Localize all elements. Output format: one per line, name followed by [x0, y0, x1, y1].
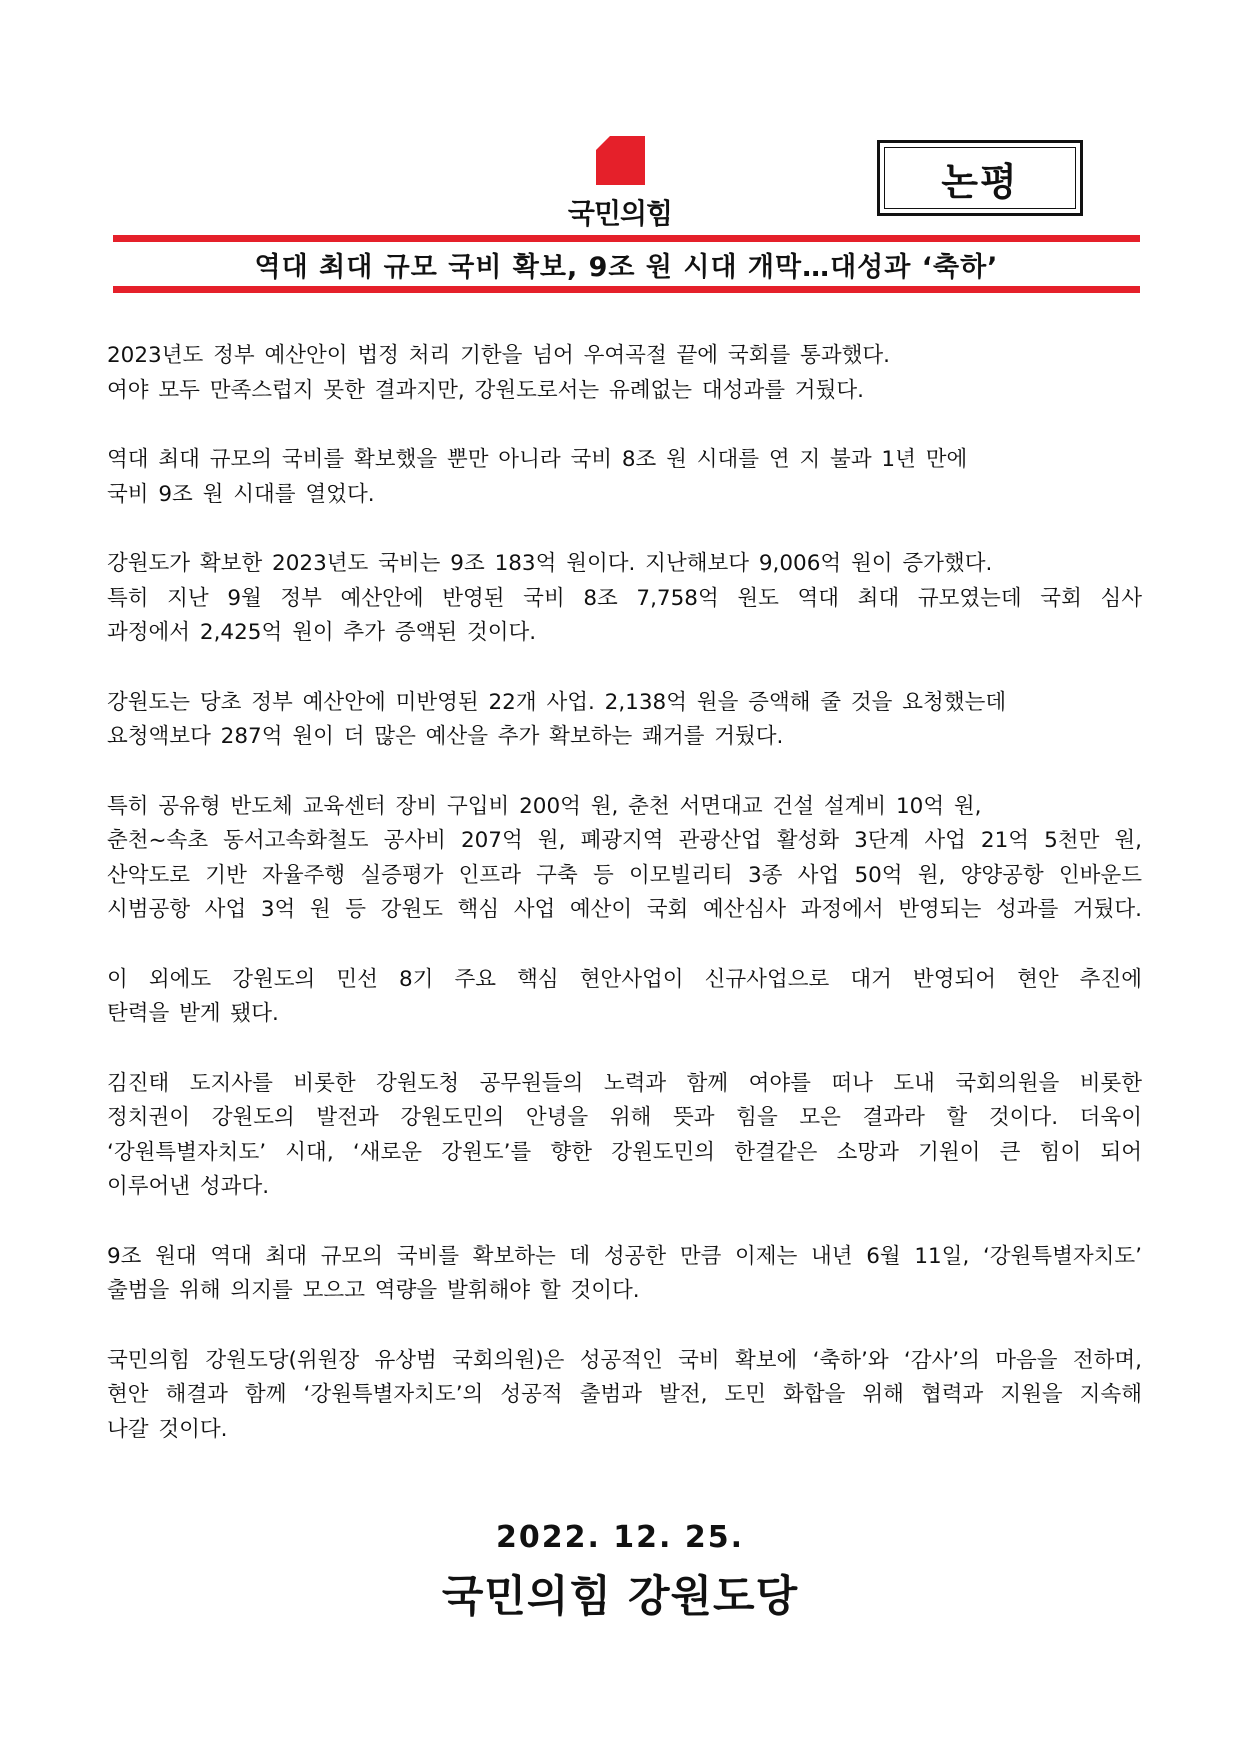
paragraph-line: 강원도는 당초 정부 예산안에 미반영된 22개 사업. 2,138억 원을 증액해 줄 것을 요청했는데 [107, 689, 1007, 715]
party-logo-icon [596, 136, 645, 185]
paragraph-line: 춘천~속초 동서고속화철도 공사비 207억 원, 폐광지역 관광산업 활성화 3단계 사업 21억 5천만 원, [107, 828, 1142, 853]
paragraph [107, 686, 1142, 755]
paragraph-line: 9조 원대 역대 최대 규모의 국비를 확보하는 데 성공한 만큼 이제는 내년 6월 11일, ‘강원특별자치도’ [107, 1243, 1142, 1269]
paragraph-line: 정치권이 강원도의 발전과 강원도민의 안녕을 위해 뜻과 힘을 모은 결과라 할 것이다. 더욱이 [107, 1105, 1142, 1130]
paragraph-line: 강원도가 확보한 2023년도 국비는 9조 183억 원이다. 지난해보다 9,006억 원이 증가했다. [107, 551, 993, 576]
paragraph-line: 출범을 위해 의지를 모으고 역량을 발휘해야 할 것이다. [107, 1278, 640, 1303]
headline-top-rule [113, 235, 1140, 242]
paragraph-line: 국비 9조 원 시대를 열었다. [107, 481, 375, 507]
headline: 역대 최대 규모 국비 확보, 9조 원 시대 개막…대성과 ‘축하’ [254, 251, 999, 283]
paragraph [107, 1344, 1142, 1448]
paragraph [107, 443, 1142, 512]
paragraph-line: 나갈 것이다. [107, 1416, 228, 1442]
release-date: 2022. 12. 25. [495, 1520, 745, 1555]
paragraph [107, 547, 1142, 651]
paragraph-line: 특히 공유형 반도체 교육센터 장비 구입비 200억 원, 춘천 서면대교 건설 설계비 10억 원, [107, 793, 982, 819]
paragraph [107, 790, 1142, 928]
paragraph-line: 김진태 도지사를 비롯한 강원도청 공무원들의 노력과 함께 여야를 떠나 도내 국회의원을 비롯한 [107, 1070, 1142, 1096]
paragraph-line: 현안 해결과 함께 ‘강원특별자치도’의 성공적 출범과 발전, 도민 화합을 위해 협력과 지원을 지속해 [107, 1382, 1142, 1407]
signature-org: 국민의힘 강원도당 [441, 1572, 799, 1622]
paragraph-line: 산악도로 기반 자율주행 실증평가 인프라 구축 등 이모빌리티 3종 사업 50억 원, 양양공항 인바운드 [107, 862, 1142, 888]
paragraph-line: 요청액보다 287억 원이 더 많은 예산을 추가 확보하는 쾌거를 거뒀다. [107, 724, 784, 749]
paragraph [107, 1240, 1142, 1309]
paragraph-line: 이 외에도 강원도의 민선 8기 주요 핵심 현안사업이 신규사업으로 대거 반영되어 현안 추진에 [107, 966, 1142, 992]
paragraph-line: 탄력을 받게 됐다. [107, 1001, 279, 1026]
party-logo-text: 국민의힘 [567, 197, 673, 230]
headline-bottom-rule [113, 286, 1140, 293]
paragraph-line: 국민의힘 강원도당(위원장 유상범 국회의원)은 성공적인 국비 확보에 ‘축하’와 ‘감사’의 마음을 전하며, [107, 1347, 1142, 1373]
paragraph [107, 339, 1142, 408]
paragraph-line: 과정에서 2,425억 원이 추가 증액된 것이다. [107, 620, 537, 645]
paragraph-line: 여야 모두 만족스럽지 못한 결과지만, 강원도로서는 유례없는 대성과를 거뒀다. [107, 377, 864, 403]
paragraph [107, 1067, 1142, 1205]
doc-type-label: 논평 [884, 147, 1076, 209]
doc-type-badge [877, 140, 1083, 216]
article-body [107, 339, 1142, 1482]
paragraph-line: 2023년도 정부 예산안이 법정 처리 기한을 넘어 우여곡절 끝에 국회를 통과했다. [107, 343, 890, 368]
paragraph-line: 역대 최대 규모의 국비를 확보했을 뿐만 아니라 국비 8조 원 시대를 연 지 불과 1년 만에 [107, 447, 968, 472]
paragraph-line: 특히 지난 9월 정부 예산안에 반영된 국비 8조 7,758억 원도 역대 최대 규모였는데 국회 심사 [107, 585, 1142, 611]
paragraph-line: 시범공항 사업 3억 원 등 강원도 핵심 사업 예산이 국회 예산심사 과정에서 반영되는 성과를 거뒀다. [107, 897, 1142, 922]
paragraph [107, 963, 1142, 1032]
paragraph-line: ‘강원특별자치도’ 시대, ‘새로운 강원도’를 향한 강원도민의 한결같은 소망과 기원이 큰 힘이 되어 [107, 1139, 1142, 1165]
paragraph-line: 이루어낸 성과다. [107, 1174, 270, 1199]
